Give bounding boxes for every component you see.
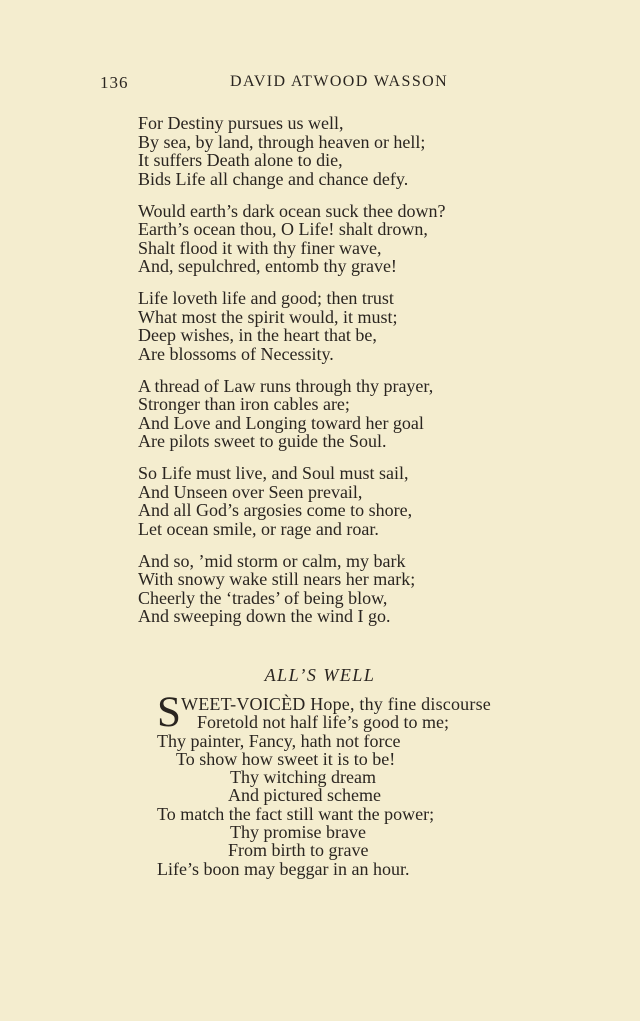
stanza xyxy=(138,377,568,451)
verse-line: Thy witching dream xyxy=(230,767,376,788)
verse-line: Life loveth life and good; then trust xyxy=(138,288,394,309)
running-head: DAVID ATWOOD WASSON xyxy=(230,73,449,90)
verse-line: And so, ’mid storm or calm, my bark xyxy=(138,550,406,571)
verse-line: Thy promise brave xyxy=(230,822,366,843)
verse-line: Bids Life all change and chance defy. xyxy=(138,168,409,189)
verse-line: And, sepulchred, entomb thy grave! xyxy=(138,256,397,277)
verse-line: Life’s boon may beggar in an hour. xyxy=(157,858,410,879)
verse-line: To show how sweet it is to be! xyxy=(176,748,396,769)
verse-line: So Life must live, and Soul must sail, xyxy=(138,463,409,484)
verse-line: Stronger than iron cables are; xyxy=(138,394,350,415)
verse-line: Cheerly the ‘trades’ of being blow, xyxy=(138,587,388,608)
verse-line: It suffers Death alone to die, xyxy=(138,150,343,170)
poem-alls-well xyxy=(157,689,587,879)
verse-line: A thread of Law runs through thy prayer, xyxy=(138,375,434,396)
stanza xyxy=(138,464,568,538)
verse-line: WEET-VOICÈD Hope, thy fine discourse xyxy=(181,694,491,714)
stanza xyxy=(138,289,568,363)
stanza xyxy=(138,202,568,276)
verse-line: For Destiny pursues us well, xyxy=(138,113,344,133)
verse-line: What most the spirit would, it must; xyxy=(138,306,398,327)
stanza xyxy=(138,114,568,188)
stanza xyxy=(138,552,568,626)
drop-cap: S xyxy=(157,689,181,736)
verse-line: And Love and Longing toward her goal xyxy=(138,412,424,433)
page-number: 136 xyxy=(100,73,129,92)
verse-line: Are pilots sweet to guide the Soul. xyxy=(138,431,387,452)
verse-line: Are blossoms of Necessity. xyxy=(138,343,334,364)
verse-line: Deep wishes, in the heart that be, xyxy=(138,325,377,346)
verse-line: And all God’s argosies come to shore, xyxy=(138,500,413,521)
page-header xyxy=(100,73,520,95)
verse-line: Earth’s ocean thou, O Life! shalt drown, xyxy=(138,219,428,240)
verse-line: Let ocean smile, or rage and roar. xyxy=(138,518,379,539)
verse-line: And Unseen over Seen prevail, xyxy=(138,481,363,502)
verse-line: With snowy wake still nears her mark; xyxy=(138,569,416,590)
verse-line: Would earth’s dark ocean suck thee down? xyxy=(138,200,446,221)
verse-line: And pictured scheme xyxy=(228,785,381,806)
verse-line: Thy painter, Fancy, hath not force xyxy=(157,730,401,751)
verse-line: From birth to grave xyxy=(228,840,369,861)
verse-line: By sea, by land, through heaven or hell; xyxy=(138,131,426,152)
verse-line: Shalt flood it with thy finer wave, xyxy=(138,237,382,258)
verse-line: Foretold not half life’s good to me; xyxy=(197,712,449,733)
verse-line: To match the fact still want the power; xyxy=(157,803,435,824)
verse-line: And sweeping down the wind I go. xyxy=(138,606,391,627)
poem-continuation xyxy=(138,114,568,640)
poem-title: ALL’S WELL xyxy=(264,665,376,685)
